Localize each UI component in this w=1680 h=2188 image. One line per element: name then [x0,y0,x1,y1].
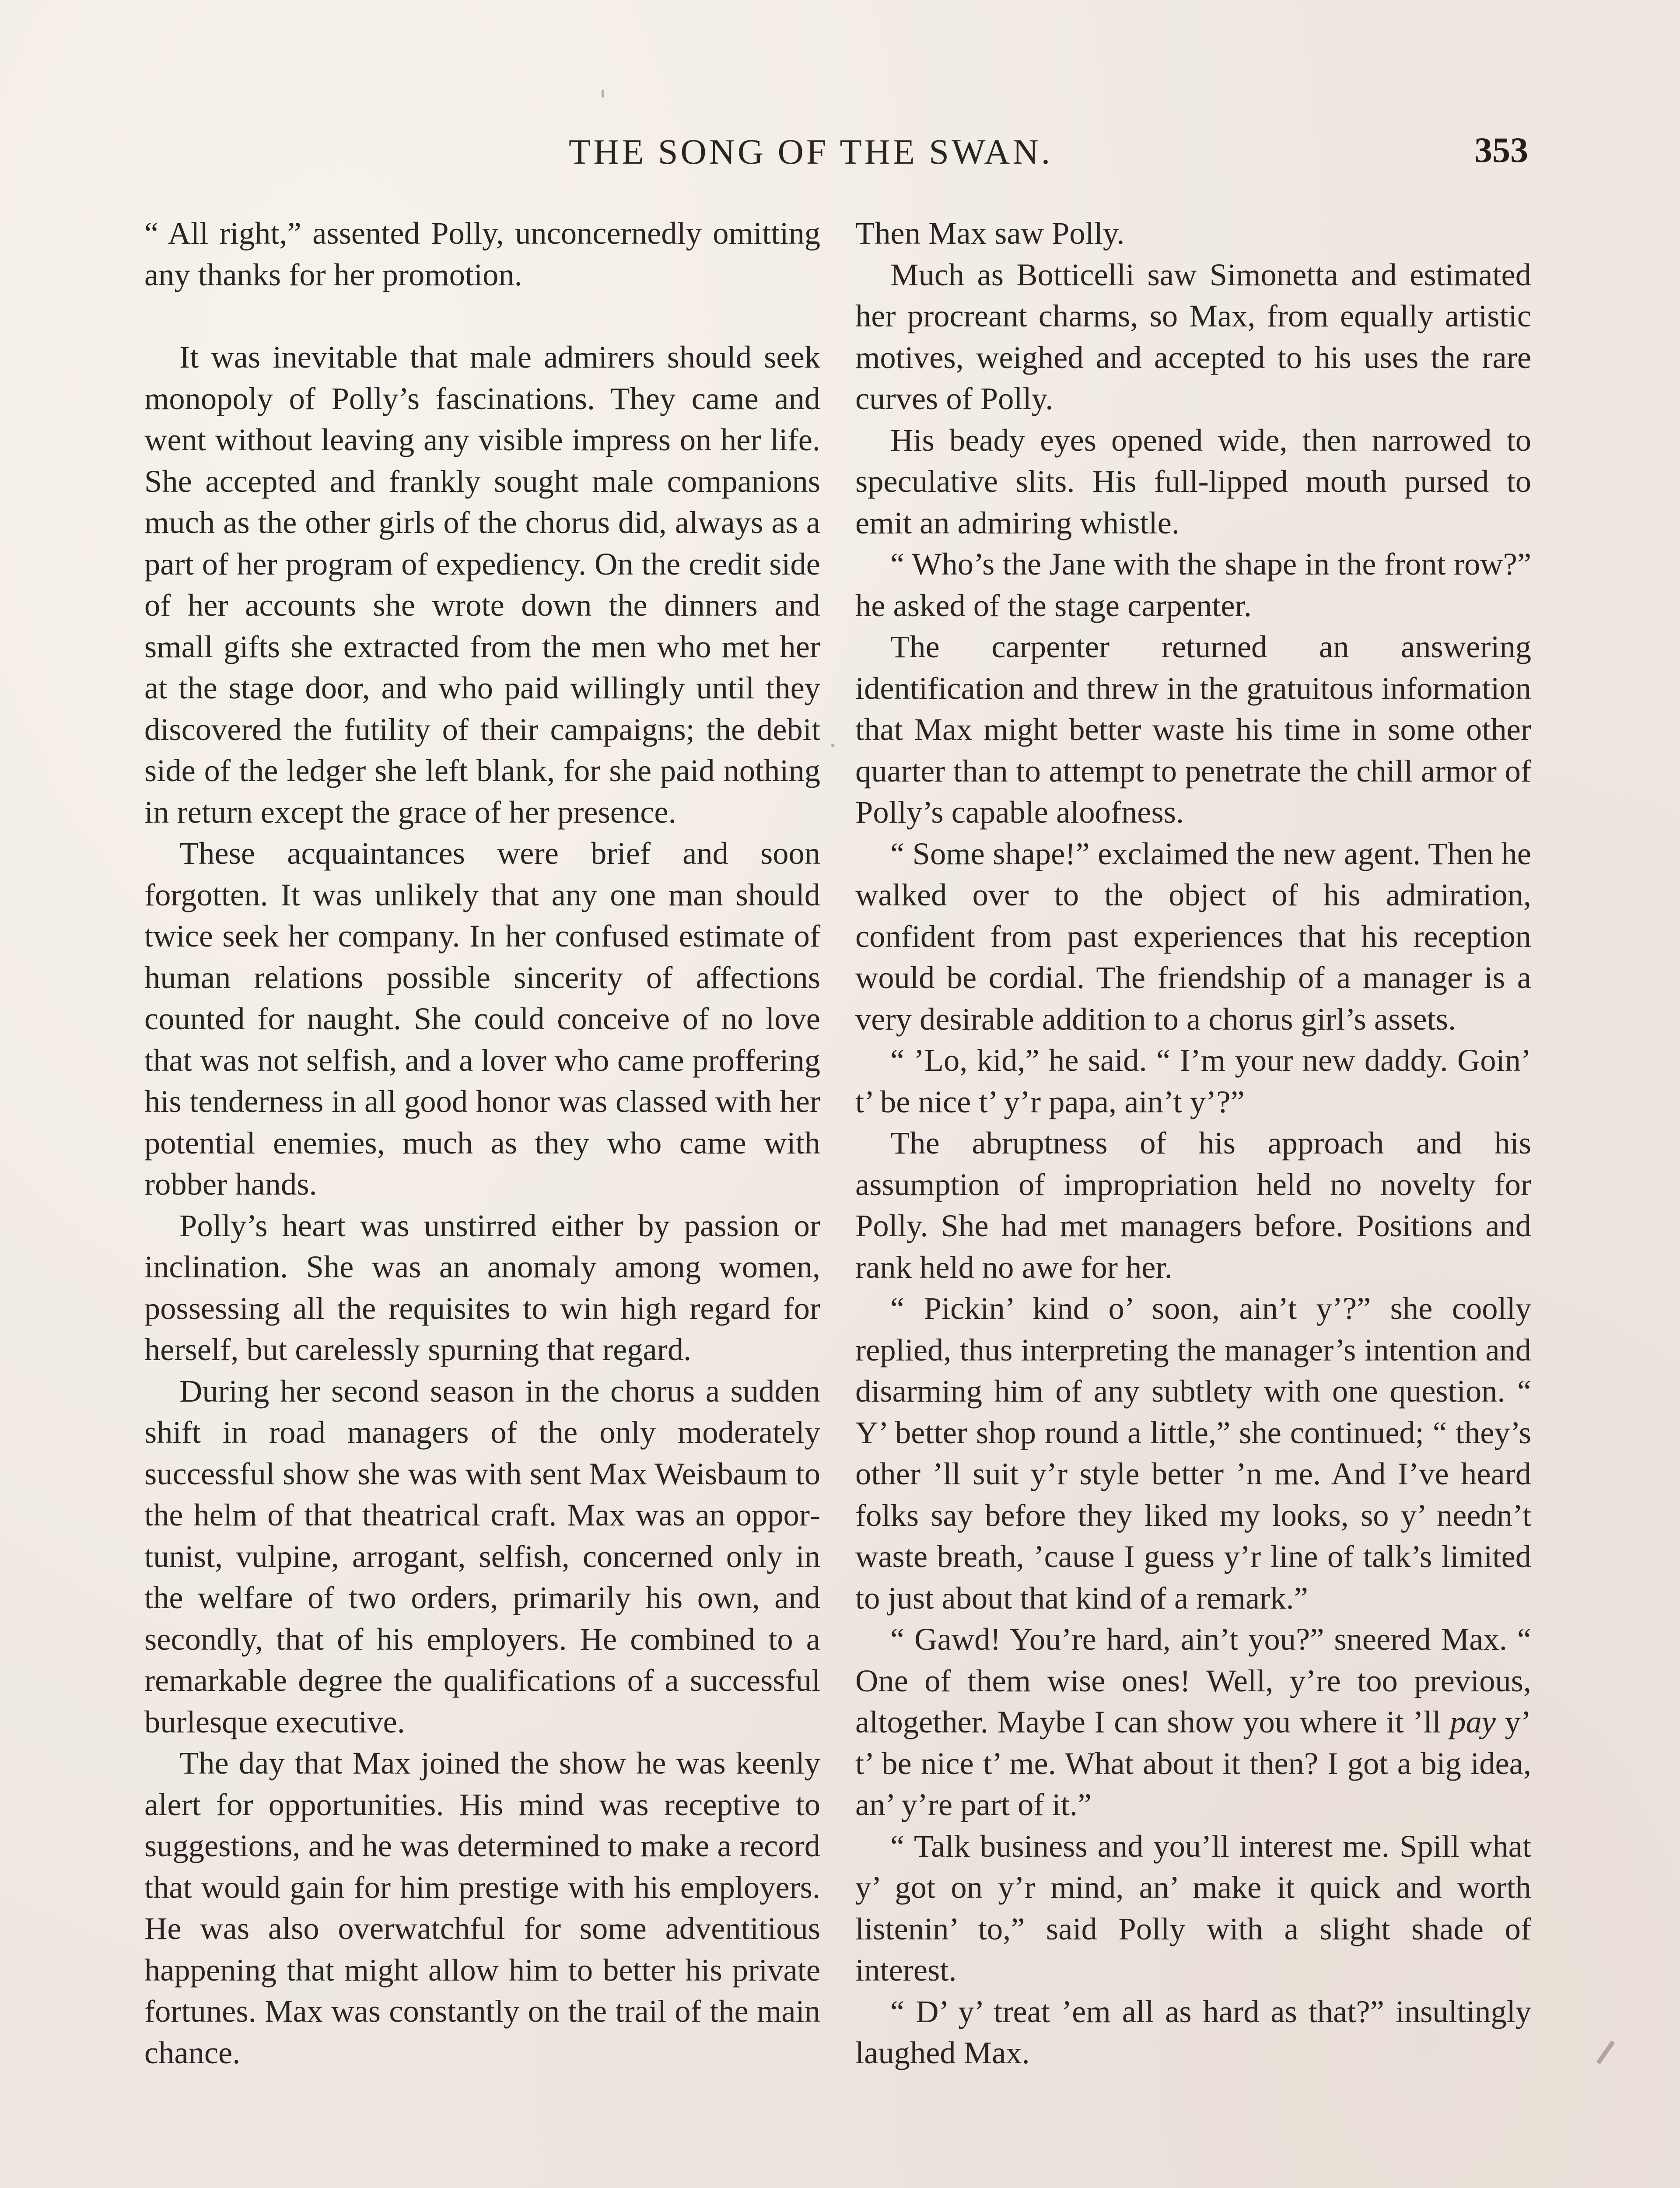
paragraph: The carpenter returned an answering identification and threw in the gratuitous information that Max might better waste his time in some other quarter than to attempt to penetrate the chill armor of Polly’s capable aloofness. [855,629,1531,830]
paragraph: “ All right,” assented Polly, unconcernedly omitting any thanks for her promotion. [144,215,820,292]
paragraph: It was inevitable that male admirers should seek monopoly of Polly’s fascinations. They came and went without leaving any visible impress on her life. She accepted and frankly sought male companions much as the other girls of the chorus did, always as a part of her program of expediency. On the credit side of her accounts she wrote down the dinners and small gifts she extracted from the men who met her at the stage door, and who paid willingly until they discovered the futility of their campaigns; the debit side of the ledger she left blank, for she paid nothing in return except the grace of her presence. [144,339,820,830]
text-run: “ Gawd! You’re hard, ain’t you?” sneered Max. “ One of them wise ones! Well, y’re too previous, altogether. Maybe I can show you where it ’ll [855,1621,1531,1739]
italic-word: pay [1450,1704,1496,1739]
paragraph-with-italic [855,1619,1531,1826]
paragraph: Polly’s heart was unstirred either by passion or inclination. She was an anomaly among women, possessing all the requisites to win high regard for herself, but carelessly spurning that regard. [144,1207,820,1367]
left-column [144,213,820,2073]
paragraph: “ Talk business and you’ll interest me. Spill what y’ got on y’r mind, an’ make it quick and worth listenin’ to,” said Polly with a slight shade of interest. [855,1828,1531,1988]
paragraph: During her second season in the chorus a sudden shift in road managers of the only moderately successful show she was with sent Max Weisbaum to the helm of that theatrical craft. Max was an opportunist, vulpine, arrogant, selfish, concerned only in the welfare of two orders, primarily his own, and secondly, that of his employers. He combined to a remarkable degree the qualifications of a successful burlesque executive. [144,1373,820,1739]
text-run: y’ t’ be nice t’ me. What about it then? I got a big idea, an’ y’re part of it.” [855,1704,1531,1822]
running-head: THE SONG OF THE SWAN. [569,132,1053,172]
right-column [855,213,1531,2074]
paragraph: “ ’Lo, kid,” he said. “ I’m your new daddy. Goin’ t’ be nice t’ y’r papa, ain’t y’?” [855,1042,1531,1119]
paragraph: “ Who’s the Jane with the shape in the front row?” he asked of the stage carpenter. [855,546,1531,623]
paragraph: “ Pickin’ kind o’ soon, ain’t y’?” she coolly replied, thus interpreting the manager’s intention and disarming him of any subtlety with one question. “ Y’ better shop round a little,” she continued; “ they’s other ’ll suit y’r style better ’n me. And I’ve heard folks say before they liked my looks, so y’ needn’t waste breath, ’cause I guess y’r line of talk’s limited to just about that kind of a remark.” [855,1290,1531,1616]
print-speck [602,90,604,98]
paragraph: His beady eyes opened wide, then narrowed to speculative slits. His full-lipped mouth pursed to emit an admiring whistle. [855,422,1531,540]
paragraph: The day that Max joined the show he was keenly alert for opportunities. His mind was receptive to suggestions, and he was determined to make a record that would gain for him prestige with his employers. He was also overwatchful for some adventitious happening that might allow him to better his private fortunes. Max was constantly on the trail of the main chance. [144,1745,820,2070]
page-number: 353 [1474,130,1528,170]
print-speck [1596,2041,1615,2065]
paragraph: “ Some shape!” exclaimed the new agent. Then he walked over to the object of his admiration, confident from past experiences that his reception would be cordial. The friendship of a manager is a very desirable addition to a chorus girl’s assets. [855,835,1531,1037]
print-speck [831,744,834,747]
paragraph: Then Max saw Polly. [855,215,1125,251]
paragraph: These acquaintances were brief and soon forgotten. It was unlikely that any one man should twice seek her company. In her confused estimate of human relations possible sincerity of affections counted for naught. She could conceive of no love that was not selfish, and a lover who came proffering his tenderness in all good honor was classed with her potential enemies, much as they who came with robber hands. [144,835,820,1202]
paragraph: The abruptness of his approach and his assumption of impropriation held no novelty for Polly. She had met managers before. Positions and rank held no awe for her. [855,1125,1531,1285]
paragraph: Much as Botticelli saw Simonetta and estimated her procreant charms, so Max, from equally artistic motives, weighed and accepted to his uses the rare curves of Polly. [855,256,1531,416]
paragraph: “ D’ y’ treat ’em all as hard as that?” insultingly laughed Max. [855,1993,1531,2070]
